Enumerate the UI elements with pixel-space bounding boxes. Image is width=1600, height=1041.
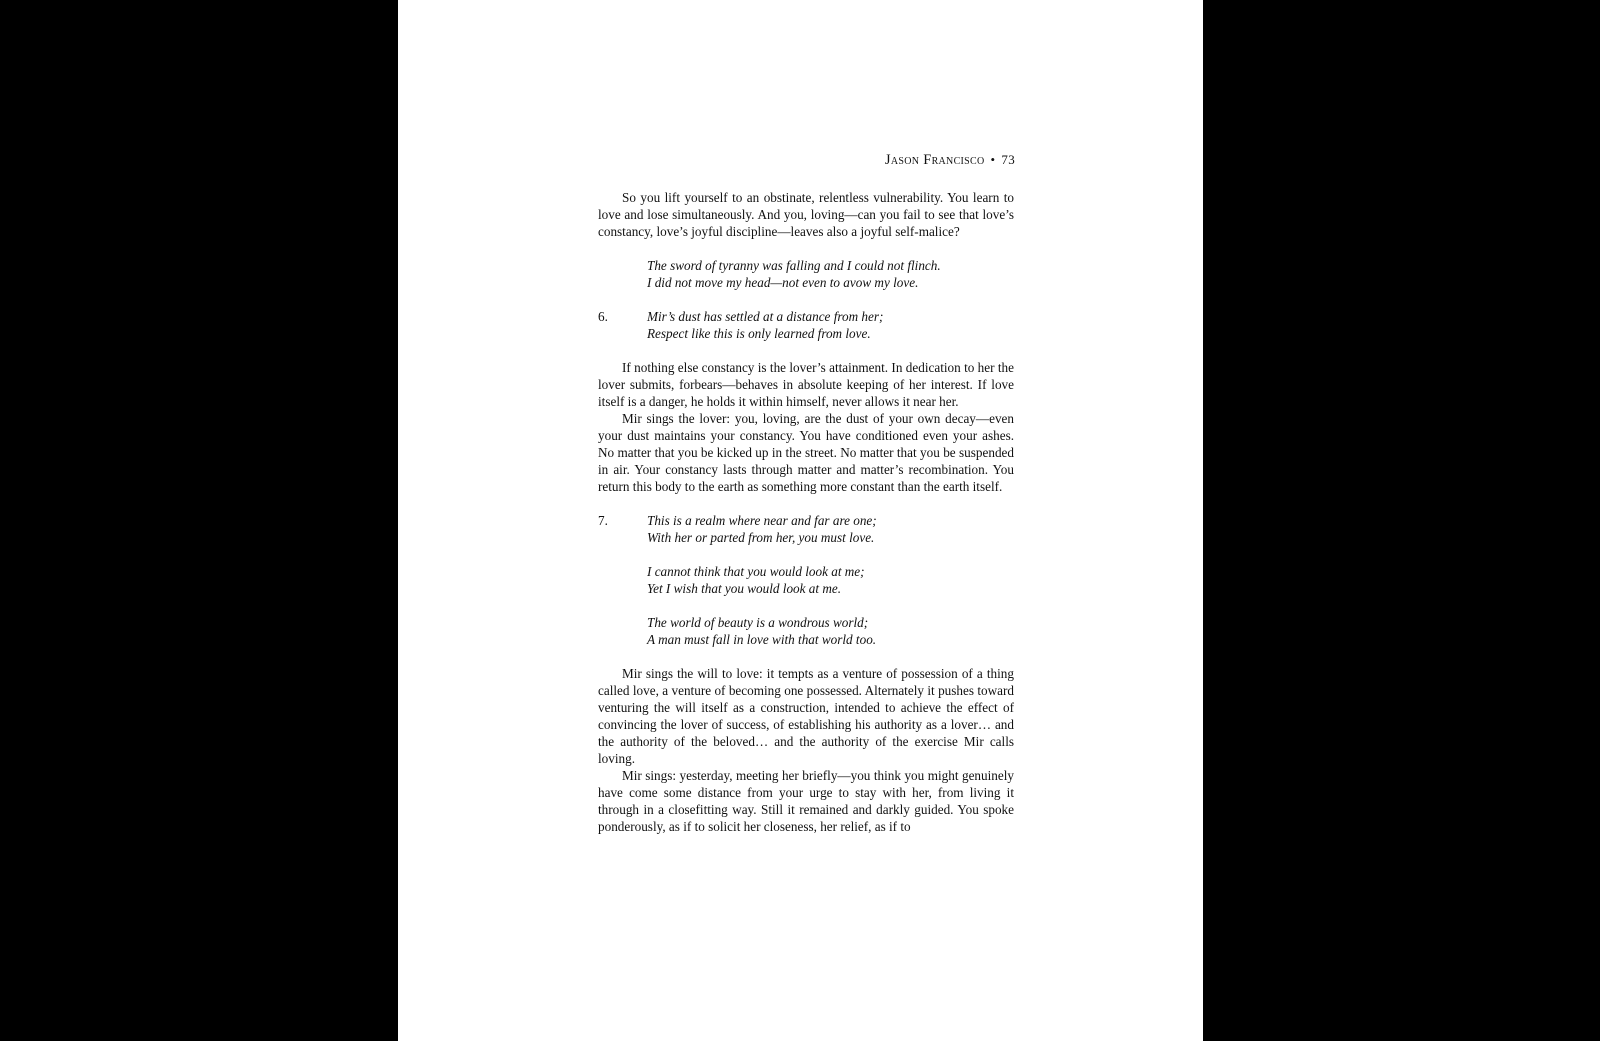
running-head	[885, 152, 1015, 169]
running-head-separator: •	[990, 152, 996, 167]
verse-line: Yet I wish that you would look at me.	[647, 581, 842, 596]
verse-couplet	[598, 563, 1014, 597]
paragraph: If nothing else constancy is the lover’s attainment. In dedication to her the lover submits, forbears—behaves in absolute keeping of her interest. If love itself is a danger, he holds it within himself, never allows it near her.	[598, 360, 1014, 409]
running-head-author: Jason Francisco	[884, 152, 985, 168]
stanza-gap	[598, 291, 1014, 308]
stanza-gap	[598, 597, 1014, 614]
verse-couplet-7	[598, 512, 1014, 546]
verse-number: 7.	[598, 513, 608, 528]
verse-line: The world of beauty is a wondrous world;	[647, 615, 869, 630]
verse-line: With her or parted from her, you must love.	[647, 530, 875, 545]
verse-line: This is a realm where near and far are one;	[647, 513, 877, 528]
paragraph-continued: Mir sings: yesterday, meeting her briefly—you think you might genuinely have come some distance from your urge to stay with her, from living it through in a closefitting way. Still it remained and darkly guided. You spoke ponderously, as if to solicit her closeness, her relief, as if to	[598, 768, 1014, 834]
verse-couplet	[598, 614, 1014, 648]
paragraph: Mir sings the lover: you, loving, are the dust of your own decay—even your dust maintains your constancy. You have conditioned even your ashes. No matter that you be kicked up in the street. No matter that you be suspended in air. Your constancy lasts through matter and matter’s recombination. You return this body to the earth as something more constant than the earth itself.	[598, 411, 1014, 494]
paragraph: Mir sings the will to love: it tempts as a venture of possession of a thing called love, a venture of becoming one possessed. Alternately it pushes toward venturing the will itself as a construction, intended to achieve the effect of convincing the lover of success, of establishing his authority as a lover… and the authority of the beloved… and the authority of the exercise Mir calls loving.	[598, 666, 1014, 766]
verse-line: Mir’s dust has settled at a distance from her;	[647, 309, 884, 324]
paragraph: So you lift yourself to an obstinate, relentless vulnerability. You learn to love and lose simultaneously. And you, loving—can you fail to see that love’s constancy, love’s joyful discipline—leaves also a joyful self-malice?	[598, 190, 1014, 239]
stanza-gap	[598, 648, 1014, 665]
stanza-gap	[598, 342, 1014, 359]
stanza-gap	[598, 495, 1014, 512]
body-text	[598, 189, 1014, 835]
book-page	[398, 0, 1203, 1041]
verse-number: 6.	[598, 309, 608, 324]
stanza-gap	[598, 546, 1014, 563]
page-number: 73	[1001, 152, 1015, 167]
verse-line: I did not move my head—not even to avow my love.	[647, 275, 919, 290]
verse-line: The sword of tyranny was falling and I could not flinch.	[647, 258, 941, 273]
verse-couplet-6	[598, 308, 1014, 342]
stanza-gap	[598, 240, 1014, 257]
verse-line: A man must fall in love with that world too.	[647, 632, 877, 647]
verse-line: I cannot think that you would look at me;	[647, 564, 865, 579]
verse-line: Respect like this is only learned from love.	[647, 326, 871, 341]
verse-couplet	[598, 257, 1014, 291]
